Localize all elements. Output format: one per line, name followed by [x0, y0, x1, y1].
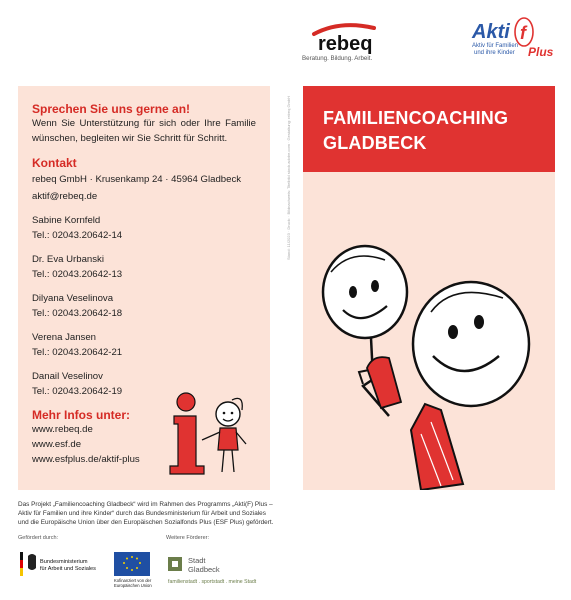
- contact-name: Dilyana Veselinova: [32, 293, 114, 304]
- info-girl-illustration: [166, 388, 256, 478]
- stadt-gladbeck-logo: [166, 553, 276, 593]
- link-esfplus[interactable]: www.esfplus.de/aktif-plus: [32, 454, 140, 465]
- contact-phone[interactable]: Tel.: 02043.20642-21: [32, 347, 123, 358]
- cover-title-line2: GLADBECK: [323, 133, 427, 153]
- rebeq-name: rebeq: [318, 33, 373, 55]
- ministry-line1: Bundesministerium: [40, 559, 88, 565]
- contact-panel: [18, 86, 270, 490]
- cover-panel: [303, 86, 555, 490]
- intro-heading: Sprechen Sie uns gerne an!: [32, 102, 191, 116]
- aktif-sub1: Aktiv für Familien: [472, 43, 519, 49]
- contact-phone[interactable]: Tel.: 02043.20642-19: [32, 386, 123, 397]
- contact-email[interactable]: aktif@rebeq.de: [32, 191, 98, 202]
- eu-logo: [112, 550, 156, 590]
- funded-by-label: Gefördert durch:: [18, 535, 59, 541]
- stadt-slogan: familienstadt . sportstadt . meine Stadt: [168, 579, 257, 585]
- aktif-plus-logo: [462, 14, 562, 68]
- contact-phone[interactable]: Tel.: 02043.20642-14: [32, 230, 123, 241]
- aktif-sub2: und ihre Kinder: [474, 50, 515, 56]
- stadt-line1: Stadt: [188, 556, 206, 565]
- contact-phone[interactable]: Tel.: 02043.20642-18: [32, 308, 123, 319]
- rebeq-logo: [300, 22, 400, 62]
- bmas-logo: [18, 550, 108, 580]
- contact-name: Danail Veselinov: [32, 371, 103, 382]
- further-funders-label: Weitere Förderer:: [166, 535, 209, 541]
- intro-text: Wenn Sie Unterstützung für sich oder Ihre Familie wünschen, begleiten wir Sie Schritt für Schritt.: [32, 118, 256, 144]
- eu-line2: Europäischen Union: [114, 583, 152, 588]
- contact-heading: Kontakt: [32, 156, 77, 170]
- aktif-f: f: [520, 23, 526, 43]
- title-band: [303, 86, 555, 172]
- stadt-line2: Gladbeck: [188, 565, 220, 574]
- eu-line1: Kofinanziert von der: [114, 578, 152, 583]
- rebeq-tagline: Beratung. Bildung. Arbeit.: [302, 55, 373, 62]
- contact-name: Dr. Eva Urbanski: [32, 254, 104, 265]
- contact-address: rebeq GmbH · Krusenkamp 24 · 45964 Gladbeck: [32, 174, 242, 185]
- cover-title-line1: FAMILIENCOACHING: [323, 108, 509, 128]
- more-info-heading: Mehr Infos unter:: [32, 408, 130, 422]
- ministry-line2: für Arbeit und Soziales: [40, 566, 96, 572]
- funding-statement: Das Projekt „Familiencoaching Gladbeck“ wird im Rahmen des Programms „Akti(F) Plus – Aktiv für Familien und ihre Kinder“ durch das Bundesministerium für Arbeit und Soziales und die Europäische Union über den Europäischen Sozialfonds Plus (ESF Plus) gefördert.: [18, 501, 274, 526]
- contact-name: Verena Jansen: [32, 332, 97, 343]
- link-esf[interactable]: www.esf.de: [32, 439, 82, 450]
- contact-name: Sabine Kornfeld: [32, 215, 101, 226]
- aktif-name: Akti: [472, 21, 510, 43]
- link-rebeq[interactable]: www.rebeq.de: [32, 424, 93, 435]
- print-info-vertical: Stand: 11/2023 · Druck: · Bildnachweis: Titelbild stock.adobe.com · Gestaltung: rebeq GmbH: [286, 95, 291, 260]
- stick-figure-mask-illustration: [303, 172, 555, 490]
- contact-phone[interactable]: Tel.: 02043.20642-13: [32, 269, 123, 280]
- aktif-plus: Plus: [528, 45, 554, 59]
